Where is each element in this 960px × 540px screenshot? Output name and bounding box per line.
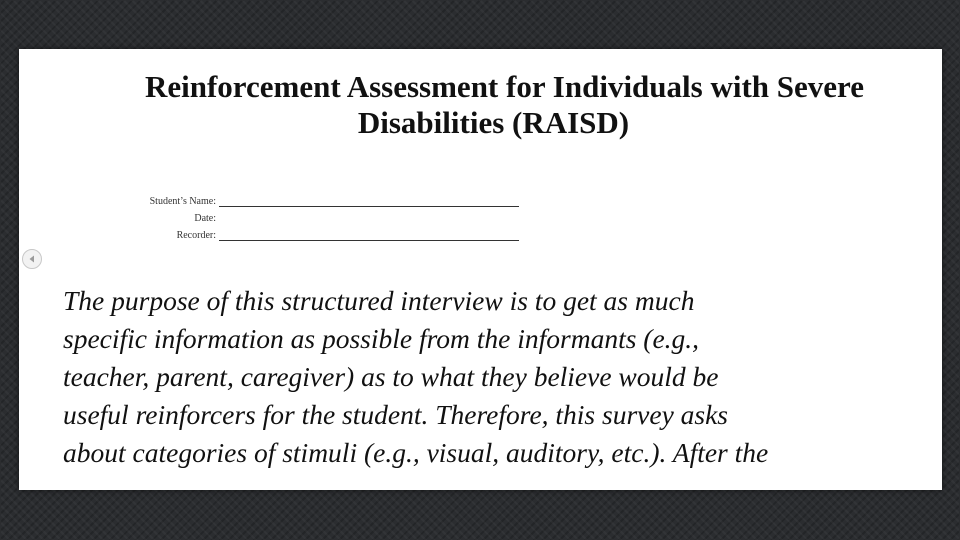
date-row: [109, 207, 519, 224]
recorder-field[interactable]: [219, 228, 519, 241]
paragraph-line: specific information as possible from the informants (e.g.,: [63, 323, 700, 354]
paragraph-line: The purpose of this structured interview is to get as much: [63, 285, 695, 316]
student-name-label: Student’s Name:: [149, 196, 216, 207]
title-line-2: Disabilities (RAISD): [357, 105, 630, 140]
student-info-form: [109, 190, 519, 241]
purpose-paragraph: [63, 282, 933, 472]
document-title: [19, 69, 942, 141]
paragraph-line: useful reinforcers for the student. Therefore, this survey asks: [63, 399, 729, 430]
recorder-label: Recorder:: [176, 230, 216, 241]
paragraph-line: about categories of stimuli (e.g., visual, auditory, etc.). After the: [63, 437, 769, 468]
date-field[interactable]: [219, 212, 519, 224]
previous-slide-button[interactable]: [22, 249, 42, 269]
chevron-left-icon: [27, 254, 37, 264]
recorder-row: [109, 224, 519, 241]
student-name-field[interactable]: [219, 194, 519, 207]
student-name-row: [109, 190, 519, 207]
paragraph-line: teacher, parent, caregiver) as to what they believe would be: [63, 361, 719, 392]
document-page: [19, 49, 942, 490]
date-label: Date:: [194, 213, 216, 224]
title-line-1: Reinforcement Assessment for Individuals with Severe: [144, 69, 864, 104]
